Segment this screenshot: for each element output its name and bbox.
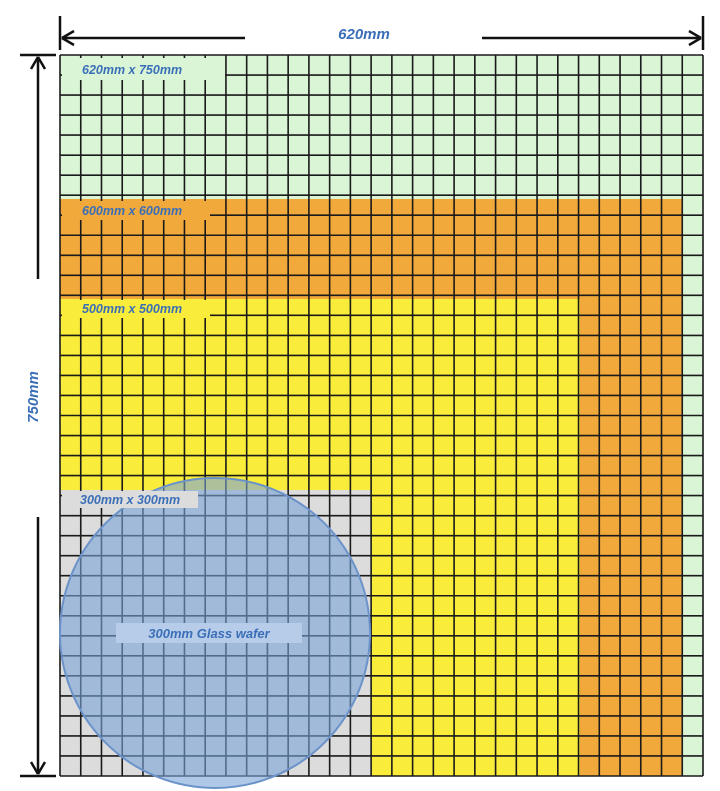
height-dimension <box>20 55 56 776</box>
width-dimension <box>60 16 703 50</box>
height-label: 750mm <box>25 371 42 423</box>
wafer-label: 300mm Glass wafer <box>148 626 270 641</box>
label-600x600: 600mm x 600mm <box>82 204 183 218</box>
width-label: 620mm <box>338 26 390 43</box>
label-300x300: 300mm x 300mm <box>80 493 181 507</box>
label-500x500: 500mm x 500mm <box>82 302 183 316</box>
label-620x750: 620mm x 750mm <box>82 63 183 77</box>
